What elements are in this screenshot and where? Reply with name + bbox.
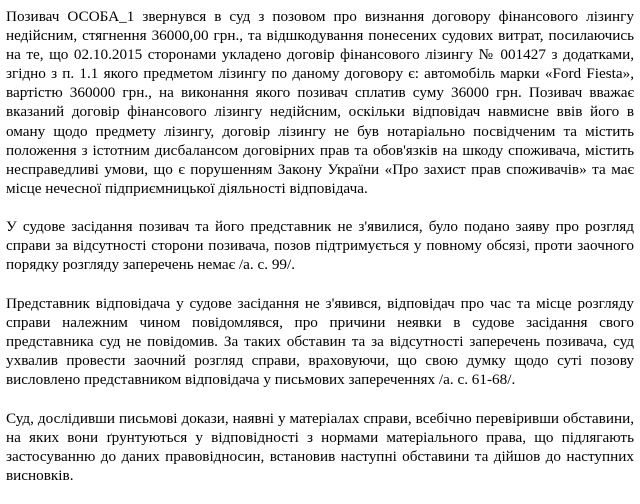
paragraph-claim: Позивач ОСОБА_1 звернувся в суд з позовом про визнання договору фінансового лізингу недійсним, стягнення 36000,00 грн., та відшкодування понесених судових витрат, посилаючись на те, що 02.10.2015 сторонами укладено договір фінансового лізингу № 001427 з додатками, згідно з п. 1.1 якого предметом лізингу по даному договору є: автомобіль марки «Ford Fiesta», вартістю 360000 грн., на виконання якого позивач сплатив суму 36000 грн. Позивач вважає вказаний договір фінансового лізингу недійсним, оскільки відповідач навмисне ввів його в оману щодо предмету лізингу, договір лізингу не був нотаріально посвідченим та містить положення з істотним дисбалансом договірних прав та обов'язків на шкоду споживача, містить несправедливі умови, що є порушенням Закону України «Про захист прав споживачів» та має місце нечесної підприємницької діяльності відповідача. bbox=[6, 8, 634, 197]
document-body bbox=[6, 7, 634, 504]
paragraph-defendant-absence: Представник відповідача у судове засідання не з'явився, відповідач про час та місце розгляду справи належним чином повідомлявся, про причини неявки в судове засідання свого представника суд не повідомив. За таких обставин та за відсутності заперечень позивача, суд ухвалив провести заочний розгляд справи, враховуючи, що свою думку щодо суті позову висловлено представником відповідача у письмових запереченнях /а. с. 61-68/. bbox=[6, 294, 634, 389]
paragraph-court-findings: Суд, дослідивши письмові докази, наявні у матеріалах справи, всебічно перевіривши обставини, на яких вони ґрунтуються у відповідності з нормами матеріального права, що підлягають застосуванню до даних правовідносин, встановив наступні обставини та дійшов до наступних висновків. bbox=[6, 409, 634, 484]
paragraph-plaintiff-absence: У судове засідання позивач та його представник не з'явилися, було подано заяву про розгляд справи за відсутності сторони позивача, позов підтримується у повному обсязі, проти заочного порядку розгляду заперечень немає /а. с. 99/. bbox=[6, 218, 634, 274]
